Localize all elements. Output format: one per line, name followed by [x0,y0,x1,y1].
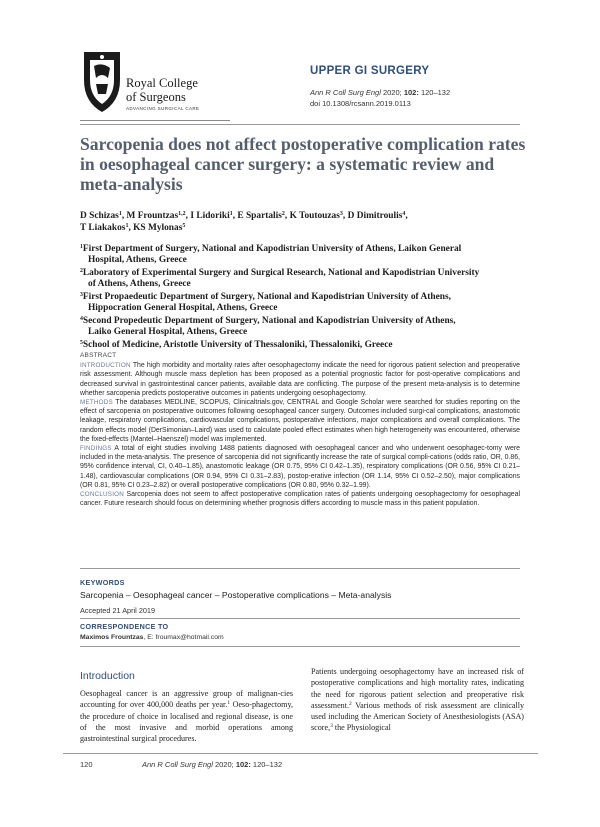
affiliation [80,340,520,351]
author-affiliation-marker: 1 [118,211,122,217]
author-separator: , [284,211,290,221]
body-column-right [311,666,524,734]
paragraph-text: Patients undergoing oesophagectomy have an increased risk of postoperative complications and high mortality rates, indicating the need for rigorous patient selection and preoperative risk assessment. [311,667,524,710]
logo-name-line2: of Surgeons [126,90,186,104]
affiliation-text: Laboratory of Experimental Surgery and Surgical Research, National and Kapodistrian University [82,267,480,278]
author-name: I Lidoriki [190,211,230,221]
affiliation-number: 5 [80,339,83,346]
affiliation-list [80,244,520,352]
reference-marker[interactable]: 3 [330,723,333,730]
paragraph-text: the Physiological [332,723,391,733]
logo-divider [80,120,230,121]
abstract-section [80,490,520,508]
author-name: KS Mylonas [133,223,183,233]
author-name: T Liakakos [80,223,126,233]
article-title: Sarcopenia does not affect postoperative complication rates in oesophageal cancer surgery: a systematic review and meta-analysis [80,134,526,194]
author-separator: , [185,211,191,221]
author-separator: , [121,211,127,221]
rcs-logo [80,50,230,120]
author-separator: , [405,211,408,221]
author-separator: , [342,211,348,221]
paragraph-text: Various methods of risk assessment are clinically used including the American Society of Anesthesiologists (ASA) score, [311,700,524,733]
reference-marker[interactable]: 1 [227,700,231,707]
journal-pages: 120–132 [420,88,451,97]
author-name: D Schizas [80,211,119,221]
abstract-body [80,361,520,508]
author-line-1 [80,210,520,222]
abstract-section [80,444,520,490]
affiliation [80,244,520,267]
accepted-date: Accepted 21 April 2019 [80,606,156,615]
author-affiliation-marker: 2 [281,211,285,217]
affiliation-text: Hippocration General Hospital, Athens, Greece [88,303,278,314]
affiliation-text: of Athens, Athens, Greece [88,279,191,290]
affiliation-number: 1 [80,244,83,250]
author-name: E Spartalis [237,211,282,221]
body-column-left [80,688,293,744]
author-affiliation-marker: 1,2 [178,211,186,217]
paragraph-text: Oeso-phagectomy, the procedure of choice in localised and regional disease, is one of the most invasive and morbid operations among gastrointestinal surgical procedures. [80,700,294,744]
author-name: M Frountzas [126,211,179,221]
rcs-crest-icon [80,50,124,116]
journal-year: 2020; [382,88,402,97]
author-affiliation-marker: 5 [182,223,186,229]
abstract-section-text: The high morbidity and mortality rates after oesophagectomy indicate the need for rigorous patient selection and preoperative risk assessment. Although muscle mass depletion has been proposed as a potential prognostic factor for post-operative complications and decreased survival in gastrointestinal cancer patients, available data are conflicting. The purpose of the present meta-analysis is to determine whether sarcopenia predicts postoperative outcomes in patients undergoing oesophagectomy. [80,362,520,397]
author-affiliation-marker: 3 [339,211,343,217]
abstract-section-label: FINDINGS [80,445,112,453]
keywords-label: KEYWORDS [80,578,125,587]
correspondence-divider-bottom [80,646,520,647]
abstract-section-text: A total of eight studies involving 1488 patients diagnosed with oesophageal cancer and who underwent oesophagec-tomy were included in the meta-analysis. The presence of sarcopenia did not significantly increase the rate of surgical compli-cations (odds ratio, OR, 0.86, 95% confidence interval, CI, 0.40–1.85), anastomotic leakage (OR 0.75, 95% CI 0.42–1.35), respiratory complications (OR 0.56, 95% CI 0.21–1.48), cardiovascular complications (OR 0.94, 95% CI 0.31–2.83), postop-erative infection (OR 1.14, 95% CI 0.52–2.50), major complications (OR 0.81, 95% CI 0.23–2.82) or overall postoperative complications (OR 0.80, 95% 0.32–1.99). [80,445,520,489]
affiliation-text: First Department of Surgery, National and Kapodistrian University of Athens, Laikon General [82,244,462,254]
footer-citation [142,760,282,769]
affiliation [80,268,520,291]
footer-divider [63,753,538,754]
author-name: K Toutouzas [289,211,340,221]
correspondence-label: CORRESPONDENCE TO [80,622,169,631]
footer-year: 2020; [212,760,236,769]
introduction-heading: Introduction [80,670,135,682]
footer-volume: 102: [235,760,251,769]
abstract-section [80,398,520,444]
author-affiliation-marker: 1 [125,223,129,229]
affiliation-text: Second Propedeutic Department of Surgery, National and Kapodistrian University of Athens, [82,315,456,326]
journal-abbrev: Ann R Coll Surg Engl [310,88,381,97]
abstract-label: ABSTRACT [80,352,117,359]
correspondence-divider [80,618,520,619]
header-divider [80,124,520,125]
abstract-section-label: INTRODUCTION [80,362,131,370]
abstract-section-label: CONCLUSION [80,491,124,499]
page-number: 120 [80,760,93,769]
author-name: D Dimitroulis [347,211,403,221]
journal-volume: 102: [403,88,419,97]
affiliation-number: 2 [80,267,83,274]
author-line-2 [80,222,520,234]
affiliation-number: 4 [80,315,83,322]
affiliation-text: Hospital, Athens, Greece [88,255,187,266]
affiliation-text: Laiko General Hospital, Athens, Greece [88,326,248,337]
abstract-section [80,361,520,398]
doi-link[interactable]: doi 10.1308/rcsann.2019.0113 [310,99,411,108]
author-separator: , [128,223,134,233]
author-list [80,210,520,234]
affiliation [80,292,520,315]
header-citation [310,87,450,109]
paragraph-text: Oesophageal cancer is an aggressive group of malignan-cies accounting for over 400,000 deaths per year. [80,689,293,710]
affiliation-text: First Propaedeutic Department of Surgery, National and Kapodistrian University of Athens, [82,291,451,302]
logo-name-line1: Royal College [126,76,198,90]
logo-tagline: ADVANCING SURGICAL CARE [126,106,200,111]
author-separator: , [232,211,238,221]
affiliation-number: 3 [80,291,83,298]
correspondence-email[interactable]: , E: froumax@hotmail.com [143,634,224,641]
abstract-section-label: METHODS [80,399,113,407]
footer-pages: 120–132 [250,760,283,769]
author-affiliation-marker: 4 [402,211,406,217]
author-affiliation-marker: 1 [229,211,233,217]
keywords-text: Sarcopenia – Oesophageal cancer – Postoperative complications – Meta-analysis [80,590,392,600]
reference-marker[interactable]: 2 [349,700,352,707]
abstract-section-text: The databases MEDLINE, SCOPUS, Clinicaltrials.gov, CENTRAL and Google Scholar were searched for studies reporting on the effect of sarcopenia on postoperative outcomes following oesophageal cancer surgery. Outcomes included surgi-cal complications, anastomotic leakage, respiratory complications, cardiovascular complications, postoperative infections, major complications and overall complications. The random effects model (DerSimonian–Laird) was used to calculate pooled effect estimates when high heterogeneity was encountered, otherwise the fixed-effects (Mantel–Haenszel) model was implemented. [80,399,520,443]
affiliation-text: School of Medicine, Aristotle University of Thessaloniki, Thessaloniki, Greece [82,339,393,350]
abstract-divider [80,568,520,569]
correspondence-name: Maximos Frountzas [80,634,144,641]
footer-journal: Ann R Coll Surg Engl [142,760,213,769]
abstract [80,351,520,508]
abstract-section-text: Sarcopenia does not seem to affect postoperative complication rates of patients undergoing oesophagectomy for oesophageal cancer. Future research should focus on determining whether prognosis differs according to muscle mass in this patient population. [80,491,520,508]
section-label: UPPER GI SURGERY [310,65,430,77]
correspondence-text [80,634,224,641]
affiliation [80,316,520,339]
